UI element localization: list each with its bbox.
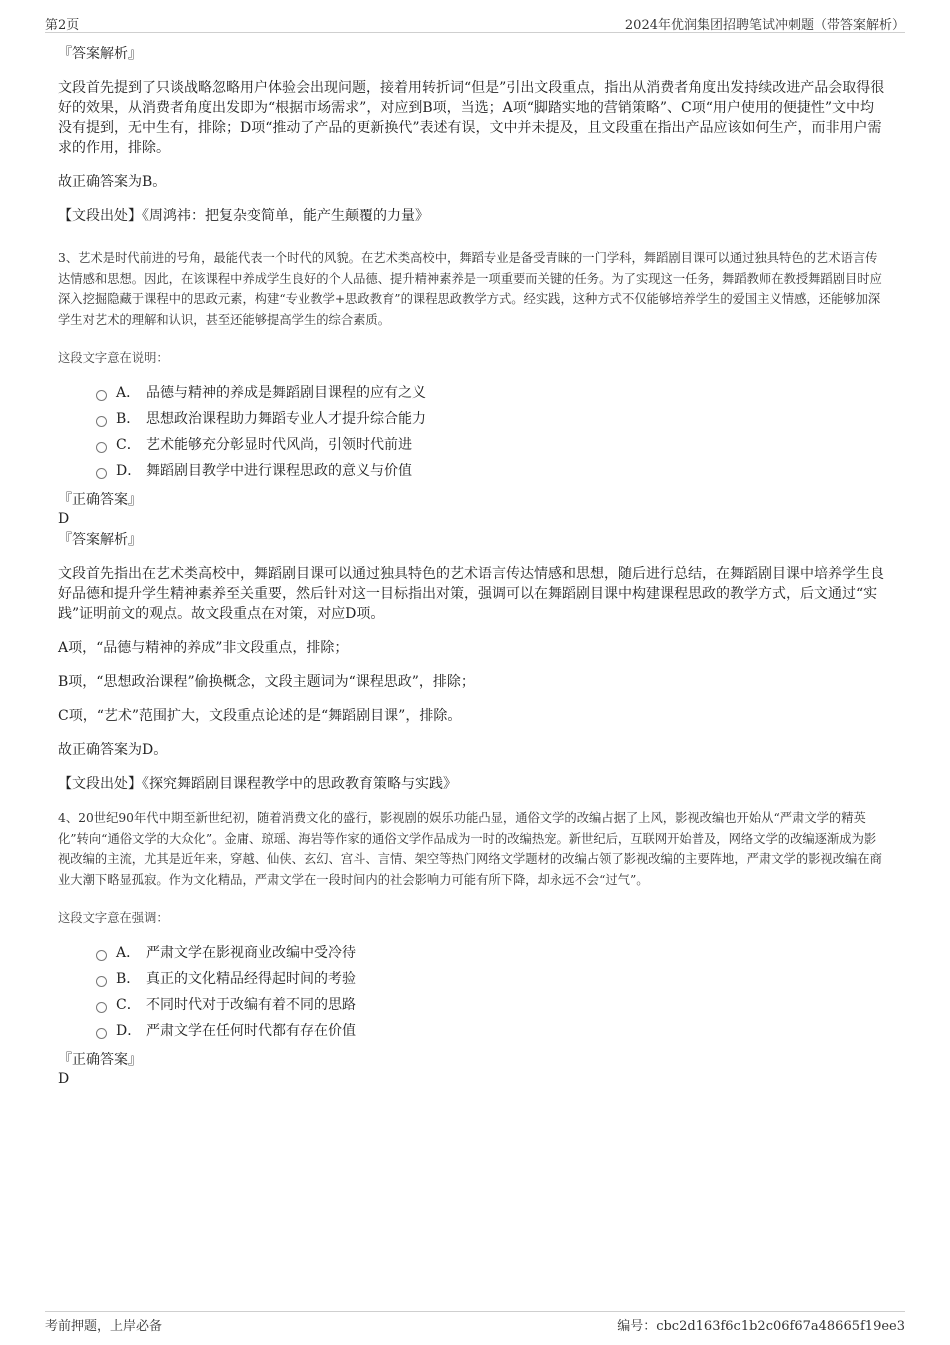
correct-answer-label: 『正确答案』: [58, 492, 142, 508]
question-3-text: 3、艺术是时代前进的号角，最能代表一个时代的风貌。在艺术类高校中，舞蹈专业是备受青睐的一门学科，舞蹈剧目课可以通过独具特色的艺术语言传达情感和思想。因此，在该课程中养成学生良好的个人品德、提升精神素养是一项重要而关键的任务。为了实现这一任务，舞蹈教师在教授舞蹈剧目时应深入挖掘隐藏于课程中的思政元素，构建“专业教学+思政教育”的课程思政教学方式。经实践，这种方式不仅能够培养学生的爱国主义情感，还能够加深学生对艺术的理解和认识，甚至还能够提高学生的综合素质。: [58, 251, 882, 327]
radio-icon[interactable]: [96, 442, 107, 453]
option-letter: D．: [116, 463, 142, 479]
option-a[interactable]: [96, 940, 888, 966]
option-text: 思想政治课程助力舞蹈专业人才提升综合能力: [146, 411, 426, 427]
option-d[interactable]: [96, 1018, 888, 1044]
radio-icon[interactable]: [96, 950, 107, 961]
question-3-prompt: 这段文字意在说明：: [58, 351, 169, 365]
option-letter: A．: [116, 385, 141, 401]
correct-answer-label: 『正确答案』: [58, 1052, 142, 1068]
question-3-options: [96, 380, 888, 484]
radio-icon[interactable]: [96, 416, 107, 427]
page-footer: [45, 1311, 905, 1335]
radio-icon[interactable]: [96, 976, 107, 987]
option-b[interactable]: [96, 966, 888, 992]
option-text: 严肃文学在任何时代都有存在价值: [146, 1023, 356, 1039]
page-content: [58, 44, 888, 1088]
correct-answer: D: [58, 1071, 70, 1087]
answer-conclusion: 故正确答案为B。: [58, 174, 167, 190]
document-title: 2024年优润集团招聘笔试冲刺题（带答案解析）: [624, 18, 905, 33]
option-a[interactable]: [96, 380, 888, 406]
question-4-options: [96, 940, 888, 1044]
option-c[interactable]: [96, 432, 888, 458]
radio-icon[interactable]: [96, 1002, 107, 1013]
source-citation: 【文段出处】《周鸿祎：把复杂变简单，能产生颠覆的力量》: [58, 208, 429, 224]
option-letter: C．: [116, 997, 141, 1013]
option-c-note: C项，“艺术”范围扩大，文段重点论述的是“舞蹈剧目课”，排除。: [58, 708, 462, 724]
option-letter: B．: [116, 971, 141, 987]
analysis-label: 『答案解析』: [58, 46, 142, 62]
document-id: 编号：cbc2d163f6c1b2c06f67a48665f19ee3: [617, 1319, 905, 1334]
page-number: 第2页: [45, 18, 80, 33]
source-citation: 【文段出处】《探究舞蹈剧目课程教学中的思政教育策略与实践》: [58, 776, 457, 792]
analysis-label: 『答案解析』: [58, 532, 142, 548]
option-letter: D．: [116, 1023, 142, 1039]
correct-answer: D: [58, 511, 70, 527]
radio-icon[interactable]: [96, 468, 107, 479]
option-d[interactable]: [96, 458, 888, 484]
option-c[interactable]: [96, 992, 888, 1018]
radio-icon[interactable]: [96, 390, 107, 401]
footer-slogan: 考前押题，上岸必备: [45, 1319, 163, 1334]
option-letter: B．: [116, 411, 141, 427]
analysis-text: 文段首先指出在艺术类高校中，舞蹈剧目课可以通过独具特色的艺术语言传达情感和思想，随后进行总结，在舞蹈剧目课中培养学生良好品德和提升学生精神素养至关重要，然后针对这一目标指出对策，强调可以在舞蹈剧目课中构建课程思政的教学方式，后文通过“实践”证明前文的观点。故文段重点在对策，对应D项。: [58, 566, 884, 622]
analysis-text: 文段首先提到了只谈战略忽略用户体验会出现问题，接着用转折词“但是”引出文段重点，指出从消费者角度出发持续改进产品会取得很好的效果，从消费者角度出发即为“根据市场需求”，对应到B项，当选；A项“脚踏实地的营销策略”、C项“用户使用的便捷性”文中均没有提到，无中生有，排除；D项“推动了产品的更新换代”表述有误，文中并未提及，且文段重在指出产品应该如何生产，而非用户需求的作用，排除。: [58, 80, 885, 156]
question-4-prompt: 这段文字意在强调：: [58, 911, 169, 925]
answer-conclusion: 故正确答案为D。: [58, 742, 168, 758]
option-a-note: A项，“品德与精神的养成”非文段重点，排除；: [58, 640, 349, 656]
question-4-text: 4、20世纪90年代中期至新世纪初，随着消费文化的盛行，影视剧的娱乐功能凸显，通俗文学的改编占据了上风，影视改编也开始从“严肃文学的精英化”转向“通俗文学的大众化”。金庸、琼瑶、海岩等作家的通俗文学作品成为一时的改编热宠。新世纪后，互联网开始普及，网络文学的改编逐渐成为影视改编的主流，尤其是近年来，穿越、仙侠、玄幻、宫斗、言情、架空等热门网络文学题材的改编占领了影视改编的主要阵地，严肃文学的影视改编在商业大潮下略显孤寂。作为文化精品，严肃文学在一段时间内的社会影响力可能有所下降，却永远不会“过气”。: [58, 811, 882, 887]
option-text: 艺术能够充分彰显时代风尚，引领时代前进: [146, 437, 412, 453]
radio-icon[interactable]: [96, 1028, 107, 1039]
option-b-note: B项，“思想政治课程”偷换概念，文段主题词为“课程思政”，排除；: [58, 674, 475, 690]
option-letter: A．: [116, 945, 141, 961]
option-text: 舞蹈剧目教学中进行课程思政的意义与价值: [146, 463, 412, 479]
option-text: 不同时代对于改编有着不同的思路: [146, 997, 356, 1013]
option-text: 品德与精神的养成是舞蹈剧目课程的应有之义: [146, 385, 426, 401]
option-b[interactable]: [96, 406, 888, 432]
option-text: 严肃文学在影视商业改编中受冷待: [146, 945, 356, 961]
page-header: [45, 14, 905, 33]
option-letter: C．: [116, 437, 141, 453]
option-text: 真正的文化精品经得起时间的考验: [146, 971, 356, 987]
